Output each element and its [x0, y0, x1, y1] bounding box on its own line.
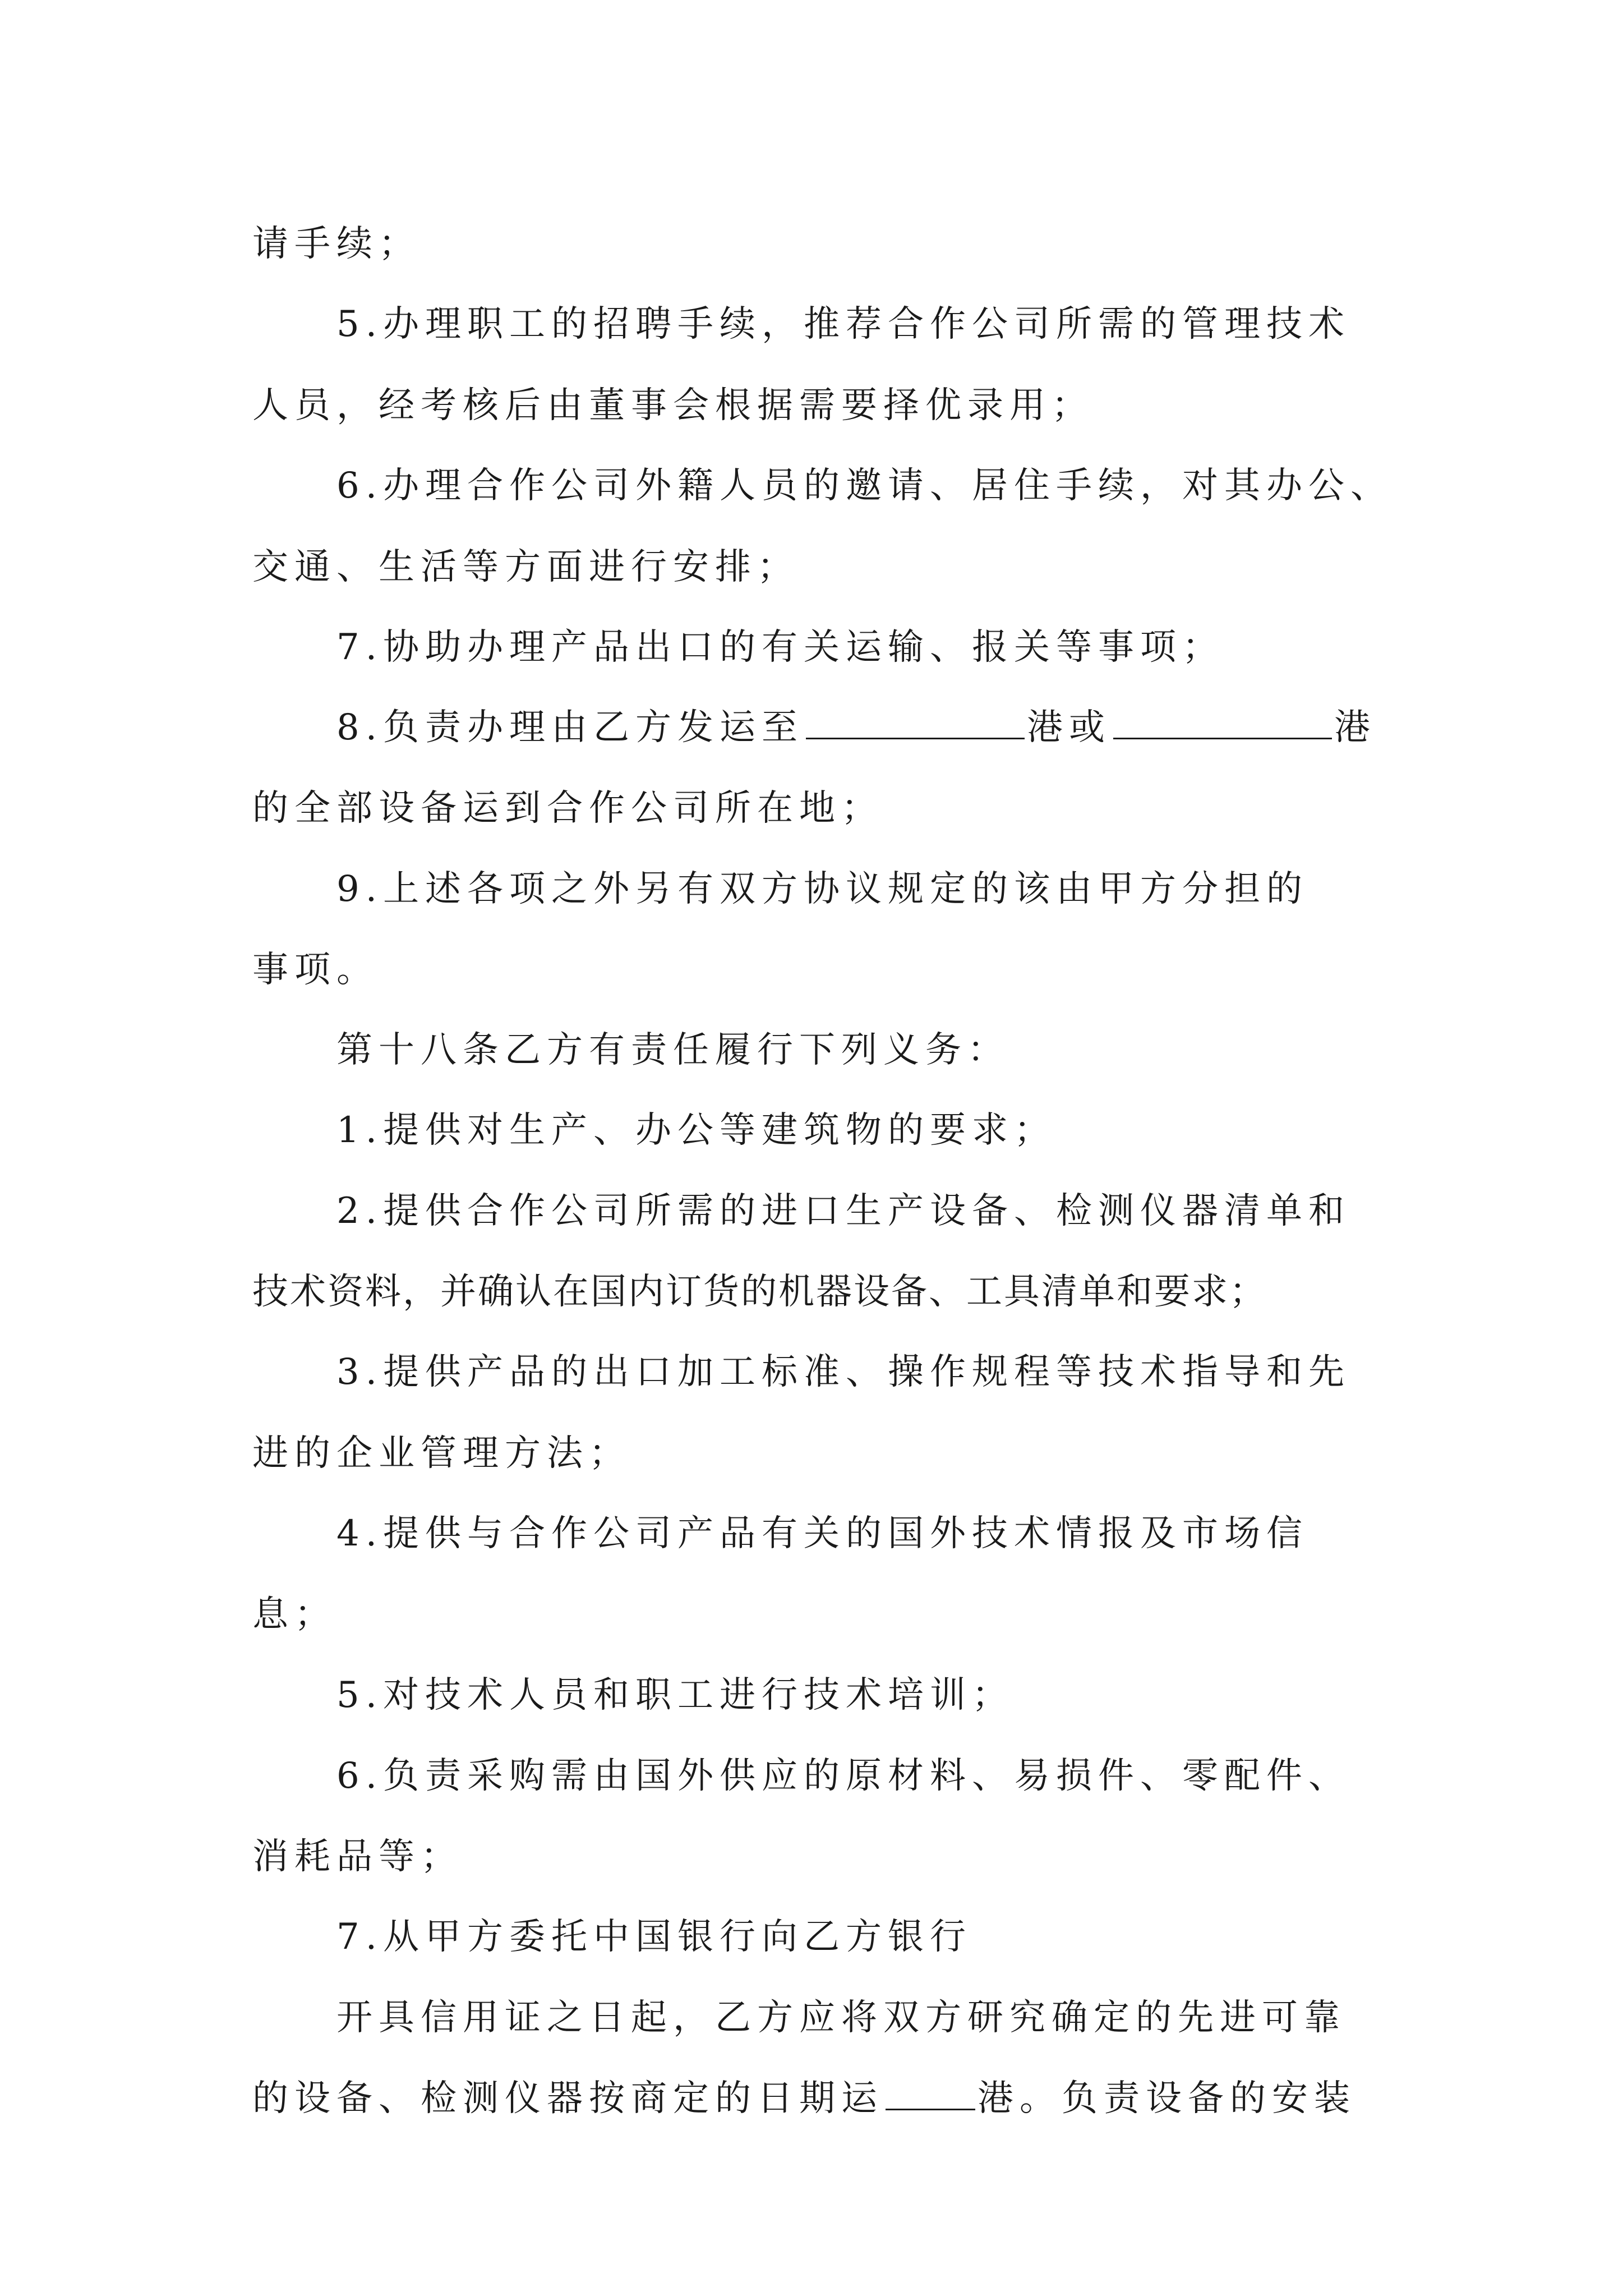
text-line: 请手续；	[252, 223, 421, 265]
text-line: 8.负责办理由乙方发运至 港或 港	[336, 707, 1377, 748]
text-line: 的设备、检测仪器按商定的日期运 港。负责设备的安装	[252, 2078, 1356, 2119]
text-line: 5.对技术人员和职工进行技术培训；	[336, 1674, 1015, 1716]
text-line: 4.提供与合作公司产品有关的国外技术情报及市场信	[336, 1513, 1309, 1554]
fill-in-blank	[806, 706, 1025, 739]
text-line: 1.提供对生产、办公等建筑物的要求；	[336, 1110, 1057, 1151]
text-line: 技术资料，并确认在国内订货的机器设备、工具清单和要求；	[252, 1271, 1267, 1313]
text-line: 5.办理职工的招聘手续，推荐合作公司所需的管理技术	[336, 303, 1351, 345]
text-line: 事项。	[252, 949, 379, 991]
text-line: 的全部设备运到合作公司所在地；	[252, 788, 883, 829]
text-line: 6.办理合作公司外籍人员的邀请、居住手续，对其办公、	[336, 465, 1393, 507]
article-heading: 第十八条乙方有责任履行下列义务：	[336, 1029, 1009, 1071]
text-line: 6.负责采购需由国外供应的原材料、易损件、零配件、	[336, 1755, 1351, 1797]
text-line: 消耗品等；	[252, 1836, 463, 1878]
text-line: 2.提供合作公司所需的进口生产设备、检测仪器清单和	[336, 1190, 1351, 1232]
text-line: 进的企业管理方法；	[252, 1433, 631, 1474]
text-line: 开具信用证之日起，乙方应将双方研究确定的先进可靠	[336, 1997, 1346, 2039]
text-line: 人员，经考核后由董事会根据需要择优录用；	[252, 385, 1094, 426]
text-line: 交通、生活等方面进行安排；	[252, 546, 799, 588]
text-line: 9.上述各项之外另有双方协议规定的该由甲方分担的	[336, 868, 1309, 910]
text-line: 3.提供产品的出口加工标准、操作规程等技术指导和先	[336, 1351, 1351, 1393]
text-line: 7.协助办理产品出口的有关运输、报关等事项；	[336, 627, 1225, 668]
fill-in-blank	[1113, 706, 1332, 739]
text-line: 息；	[252, 1594, 336, 1635]
text-line: 7.从甲方委托中国银行向乙方银行	[336, 1916, 972, 1958]
fill-in-blank	[886, 2077, 975, 2110]
